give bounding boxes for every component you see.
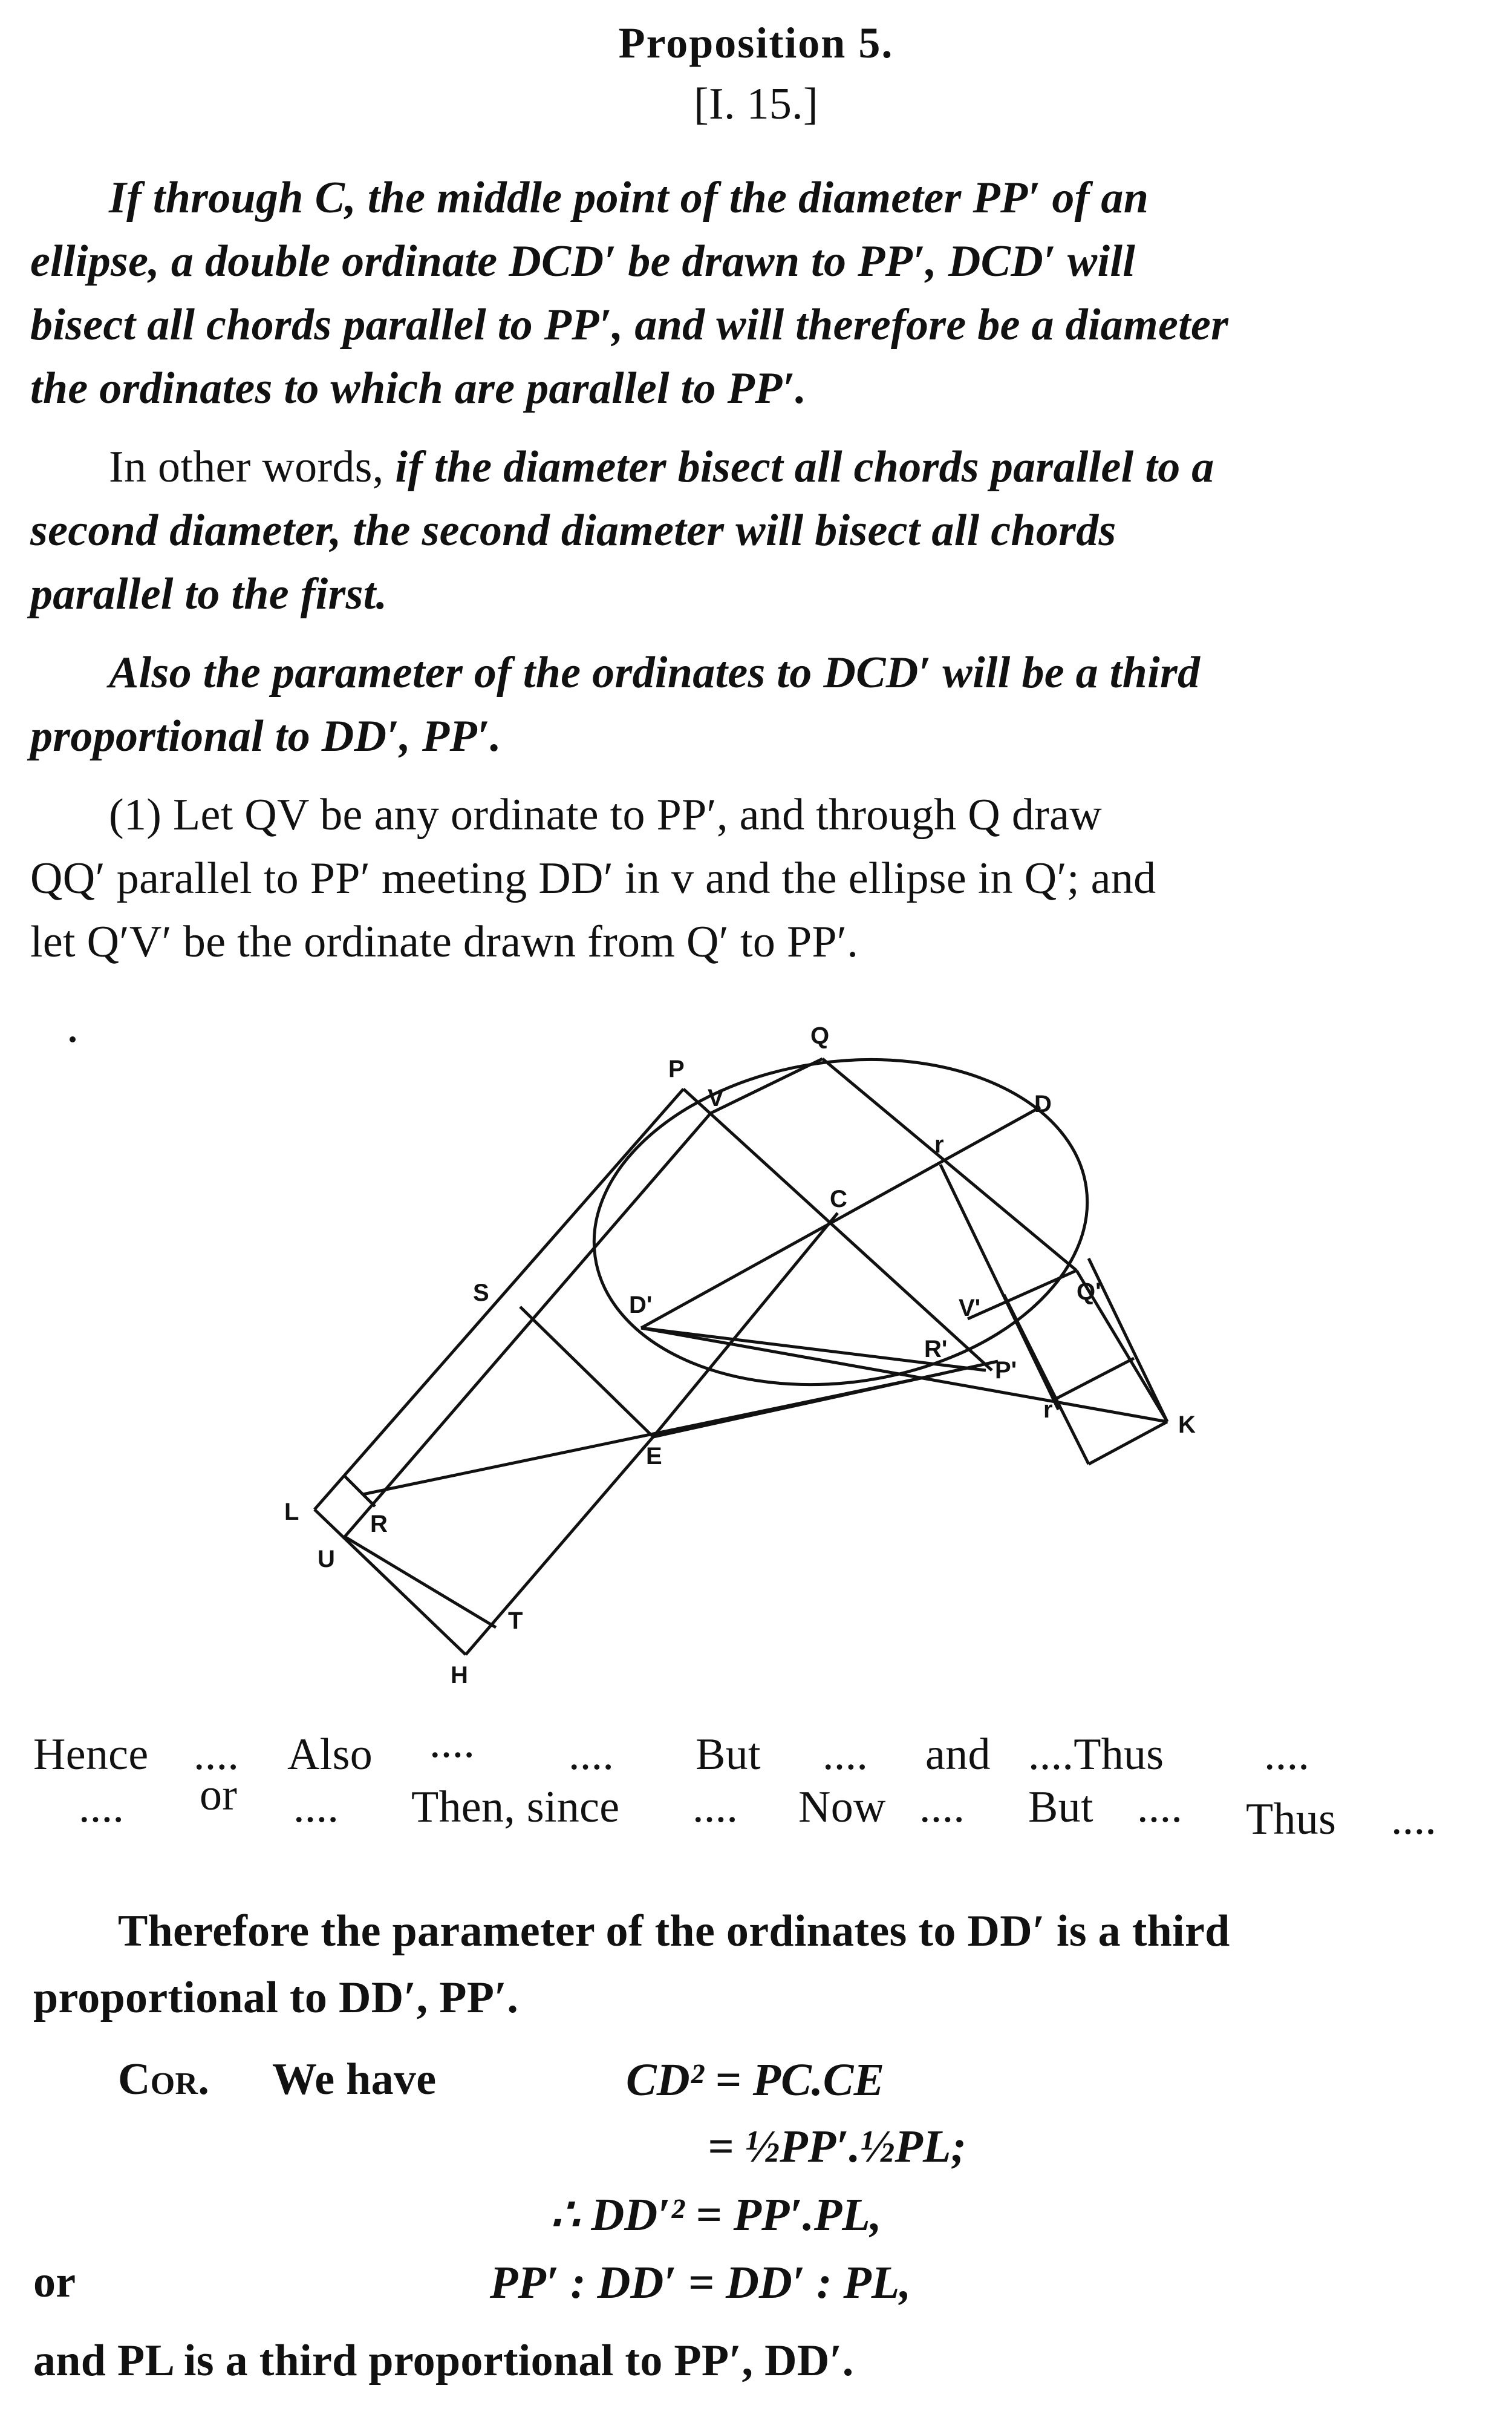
label-r-top: r — [934, 1131, 944, 1158]
fragment-dots-1: .... — [194, 1730, 240, 1779]
fragment-but-2: But — [1028, 1782, 1093, 1832]
therefore-line-1: Therefore the parameter of the ordinates to DD′ is a third — [118, 1906, 1230, 1956]
fragment-hence: Hence — [33, 1730, 149, 1779]
other-words-plain: In other words, — [109, 442, 396, 492]
cor-we-have: We have — [272, 2055, 437, 2104]
fragment-dots-4: .... — [823, 1730, 868, 1779]
label-c: C — [830, 1186, 847, 1212]
label-d-prime: D' — [629, 1292, 653, 1318]
line-l-h — [314, 1509, 466, 1655]
line-t-u — [345, 1537, 496, 1627]
label-p: P — [668, 1056, 685, 1082]
enunciation-line-3: bisect all chords parallel to PP′, and will therefore be a diameter — [30, 300, 1229, 350]
line-r-k-cross — [1052, 1358, 1134, 1401]
step-1-line-1: (1) Let QV be any ordinate to PP′, and through Q draw — [109, 790, 1102, 840]
fragment-and: and — [925, 1730, 991, 1779]
cor-equation-4: PP′ : DD′ = DD′ : PL, — [490, 2257, 911, 2308]
fragment-dots-6: .... — [79, 1782, 125, 1832]
line-k-bottom — [1089, 1422, 1167, 1464]
label-t: T — [508, 1607, 523, 1634]
therefore-line-2: proportional to DD′, PP′. — [33, 1973, 519, 2023]
cor-or: or — [33, 2257, 76, 2307]
label-l: L — [284, 1499, 299, 1525]
ordinate-qv — [711, 1059, 823, 1113]
label-r: R — [370, 1511, 388, 1537]
label-r-prime: R' — [924, 1336, 948, 1362]
label-h: H — [451, 1662, 468, 1689]
other-words-line-3: parallel to the first. — [30, 569, 388, 619]
label-v: V — [708, 1085, 724, 1111]
proposition-reference: [I. 15.] — [694, 79, 818, 129]
fragment-dots-8: .... — [692, 1782, 738, 1832]
fragment-now: Now — [798, 1782, 886, 1832]
fragment-or: or — [200, 1770, 238, 1820]
label-q: Q — [810, 1022, 830, 1049]
also-line-1: Also the parameter of the ordinates to DCD′ will be a third — [109, 648, 1201, 698]
cor-equation-1: CD² = PC.CE — [626, 2055, 885, 2105]
enunciation-line-2: ellipse, a double ordinate DCD′ be drawn to PP′, DCD′ will — [30, 237, 1136, 286]
fragment-also: Also — [287, 1730, 373, 1779]
cor-final-statement: and PL is a third proportional to PP′, DD′. — [33, 2336, 854, 2386]
also-line-2: proportional to DD′, PP′. — [30, 711, 501, 761]
fragment-then-since: Then, since — [411, 1782, 620, 1832]
label-k: K — [1178, 1411, 1196, 1438]
enunciation-line-4: the ordinates to which are parallel to PP′. — [30, 364, 807, 413]
other-words-italic: if the diameter bisect all chords parallel to a — [395, 442, 1214, 492]
diameter-pp — [683, 1089, 992, 1370]
fragment-thus-1: ....Thus — [1028, 1730, 1164, 1779]
cor-equation-2: = ½PP′.½PL; — [708, 2121, 966, 2172]
stray-dot — [70, 1036, 76, 1042]
ordinate-qv-prime — [968, 1270, 1077, 1319]
label-u: U — [318, 1546, 335, 1572]
line-e-h — [466, 1437, 653, 1655]
label-p-prime: P' — [995, 1357, 1017, 1384]
label-d: D — [1034, 1091, 1052, 1117]
step-1-line-3: let Q′V′ be the ordinate drawn from Q′ to PP′. — [30, 917, 859, 967]
line-p-l — [314, 1089, 683, 1509]
fragment-dots-5: .... — [1264, 1730, 1310, 1779]
fragment-dots-10: .... — [1137, 1782, 1183, 1832]
ellipse-curve — [573, 1029, 1109, 1416]
label-s: S — [473, 1280, 489, 1306]
label-v-prime: V' — [959, 1295, 981, 1321]
fragment-dots-7: .... — [293, 1782, 339, 1832]
fragment-dots-9: .... — [919, 1782, 965, 1832]
fragment-dots-11: .... — [1391, 1794, 1437, 1844]
line-v-u — [345, 1113, 711, 1537]
fragment-thus-2: Thus — [1246, 1794, 1337, 1844]
fragment-dots-2: .... — [429, 1718, 475, 1767]
other-words-line-2: second diameter, the second diameter will bisect all chords — [30, 506, 1116, 555]
label-e: E — [646, 1443, 662, 1470]
line-d-prime-k — [641, 1328, 1167, 1422]
cor-label: Cor. — [118, 2055, 210, 2104]
proposition-title: Proposition 5. — [618, 19, 894, 67]
label-q-prime: Q' — [1077, 1278, 1101, 1305]
step-1-line-2: QQ′ parallel to PP′ meeting DD′ in v and the ellipse in Q′; and — [30, 854, 1156, 903]
label-r-bottom: r — [1043, 1396, 1053, 1423]
fragment-dots-3: .... — [569, 1730, 614, 1779]
fragment-but-1: But — [696, 1730, 761, 1779]
enunciation-line-1: If through C, the middle point of the diameter PP′ of an — [109, 173, 1149, 223]
cor-equation-3: ∴ DD′² = PP′.PL, — [550, 2189, 882, 2240]
